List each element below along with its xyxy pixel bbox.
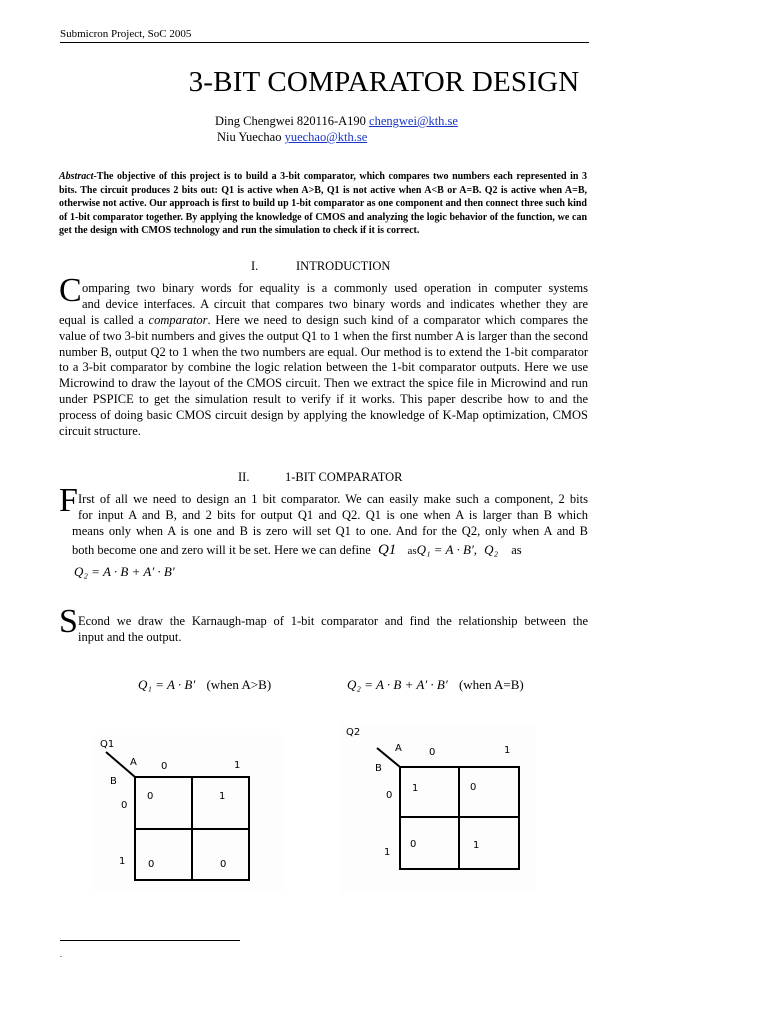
kmap-q2-row-0: 0: [386, 790, 393, 801]
kmap-q2-cell: 0: [470, 782, 477, 793]
section-1-line-1: omparing two binary words for equality is a commonly used operation in computer systems: [82, 281, 588, 295]
section-1-term: comparator: [148, 313, 208, 327]
s2p1-line-1: Irst of all we need to design an 1 bit comparator. We can easily make such a component, 2 bits: [78, 492, 588, 506]
s2p2-line-2: input and the output.: [78, 630, 182, 644]
section-1-paragraph: [59, 313, 588, 439]
section-2-paragraph-1: [59, 484, 588, 584]
s2p1-as-2: as: [511, 543, 522, 557]
author-2-email-link[interactable]: yuechao@kth.se: [284, 130, 368, 144]
author-line-2: [217, 130, 367, 145]
kmap-q2-var-b: B: [375, 763, 382, 774]
abstract-text: The objective of this project is to build a 3-bit comparator, which compares two numbers each represented in 3 bits. The circuit produces 2 bits out: Q1 is active when A>B, Q1 is not active when A<B or A=B. Q2 is active when A=B, otherwise not active. Our approach is first to build up 1-bit comparator as one component and then connect three such kind of 1-bit comparator together. By applying the knowledge of CMOS and analyzing the logic behavior of the function, we can get the design with CMOS technology and run the simulation to check if it is correct.: [59, 171, 587, 236]
kmap-q1-cell: 0: [148, 859, 155, 870]
section-1-line-2: and device interfaces. A circuit that compares two binary words and indicates whether they are: [82, 297, 588, 311]
author-1-email-link[interactable]: chengwei@kth.se: [369, 114, 458, 128]
kmap-q2-cell: 0: [410, 839, 417, 850]
kmap-q1-row-1: 1: [119, 856, 126, 867]
kmap-q1-col-0: 0: [161, 761, 168, 772]
kmap-q1-cell: 1: [219, 791, 226, 802]
kmap-q2-cell: 1: [412, 783, 419, 794]
kmap-q2-cell: 1: [473, 840, 480, 851]
footnote-mark: .: [60, 950, 62, 959]
s2p1-line-2: for input A and B, and 2 bits for output Q1 and Q2. Q1 is one when A is larger than B which: [78, 508, 588, 522]
author-1-name: Ding Chengwei 820116-A190: [215, 114, 370, 128]
abstract: [59, 170, 587, 238]
kmap-q1-var-b: B: [110, 776, 117, 787]
running-header: Submicron Project, SoC 2005: [60, 28, 192, 40]
kmap-q2: [340, 723, 536, 893]
kmap-q1-col-1: 1: [234, 760, 241, 771]
section-2-dropcap-s: S: [59, 603, 78, 640]
equation-q1-expr: Q₁ = A · B′: [138, 677, 196, 692]
section-1-body: [59, 272, 588, 442]
section-1-title: INTRODUCTION: [296, 259, 391, 273]
s2p1-line-4: [72, 542, 588, 560]
section-1-number: I.: [251, 259, 259, 273]
s2p1-as: as: [407, 545, 417, 557]
paper-title: 3-BIT COMPARATOR DESIGN: [188, 66, 580, 98]
kmap-q1-cell: 0: [220, 859, 227, 870]
header-rule: [60, 42, 589, 43]
s2p1-eq-q1: Q₁ = A · B′,: [416, 542, 478, 557]
author-line-1: [215, 114, 458, 129]
equation-q2-expr: Q₂ = A · B + A′ · B′: [347, 677, 448, 692]
s2p1-eq-q2: Q₂ = A · B + A′ · B′: [74, 564, 175, 579]
equation-q1: [138, 677, 271, 693]
s2p1-line-4-text: both become one and zero will it be set. Here we can define: [72, 543, 371, 557]
s2p1-q1: Q1: [377, 542, 397, 558]
author-2-name: Niu Yuechao: [217, 130, 285, 144]
section-2-title: 1-BIT COMPARATOR: [285, 470, 403, 484]
kmap-q2-col-0: 0: [429, 747, 436, 758]
section-2-dropcap-f: F: [59, 482, 78, 519]
kmap-q1: [92, 735, 285, 890]
kmap-q1-title: Q1: [100, 739, 115, 750]
section-1-text-a: equal is called a: [59, 313, 149, 327]
s2p2-line-1: Econd we draw the Karnaugh-map of 1-bit comparator and find the relationship between the: [78, 614, 588, 628]
s2p1-line-3: means only when A is one and B is zero will set Q1 to one. And for the Q2, only when A and B: [72, 524, 588, 538]
s2p1-q2: Q₂: [484, 542, 499, 557]
kmap-q2-row-1: 1: [384, 847, 391, 858]
equation-q1-note: (when A>B): [206, 677, 272, 692]
section-1-text-b: . Here we need to design such kind of a comparator which compares the value of two 3-bit numbers and gives the output Q1 to 1 when the first number A is larger than the second number B, output Q2 to 1 when the two numbers are equal. Our method is to extend the 1-bit comparator to a 3-bit comparator by combine the logic relation between the 1-bit comparator outputs. Here we use Microwind to draw the layout of the CMOS circuit. Then we extract the spice file in Microwind and run under PSPICE to get the simulation result to verify if it works. This paper describe how to and the process of doing basic CMOS circuit design by applying the knowledge of K-Map optimization, CMOS circuit structure.: [59, 313, 589, 438]
kmap-q1-var-a: A: [130, 757, 137, 768]
section-1-dropcap: C: [59, 272, 82, 309]
kmap-q1-cell: 0: [147, 791, 154, 802]
kmap-q1-row-0: 0: [121, 800, 128, 811]
equation-q2-note: (when A=B): [458, 677, 524, 692]
kmap-q2-col-1: 1: [504, 745, 511, 756]
abstract-lead: Abstract-: [59, 171, 97, 182]
section-2-number: II.: [238, 470, 250, 484]
kmap-q2-var-a: A: [395, 743, 402, 754]
kmap-q2-title: Q2: [346, 727, 361, 738]
equation-q2: [347, 677, 524, 693]
footnote-rule: [60, 940, 240, 941]
section-2-paragraph-2: [59, 605, 588, 645]
